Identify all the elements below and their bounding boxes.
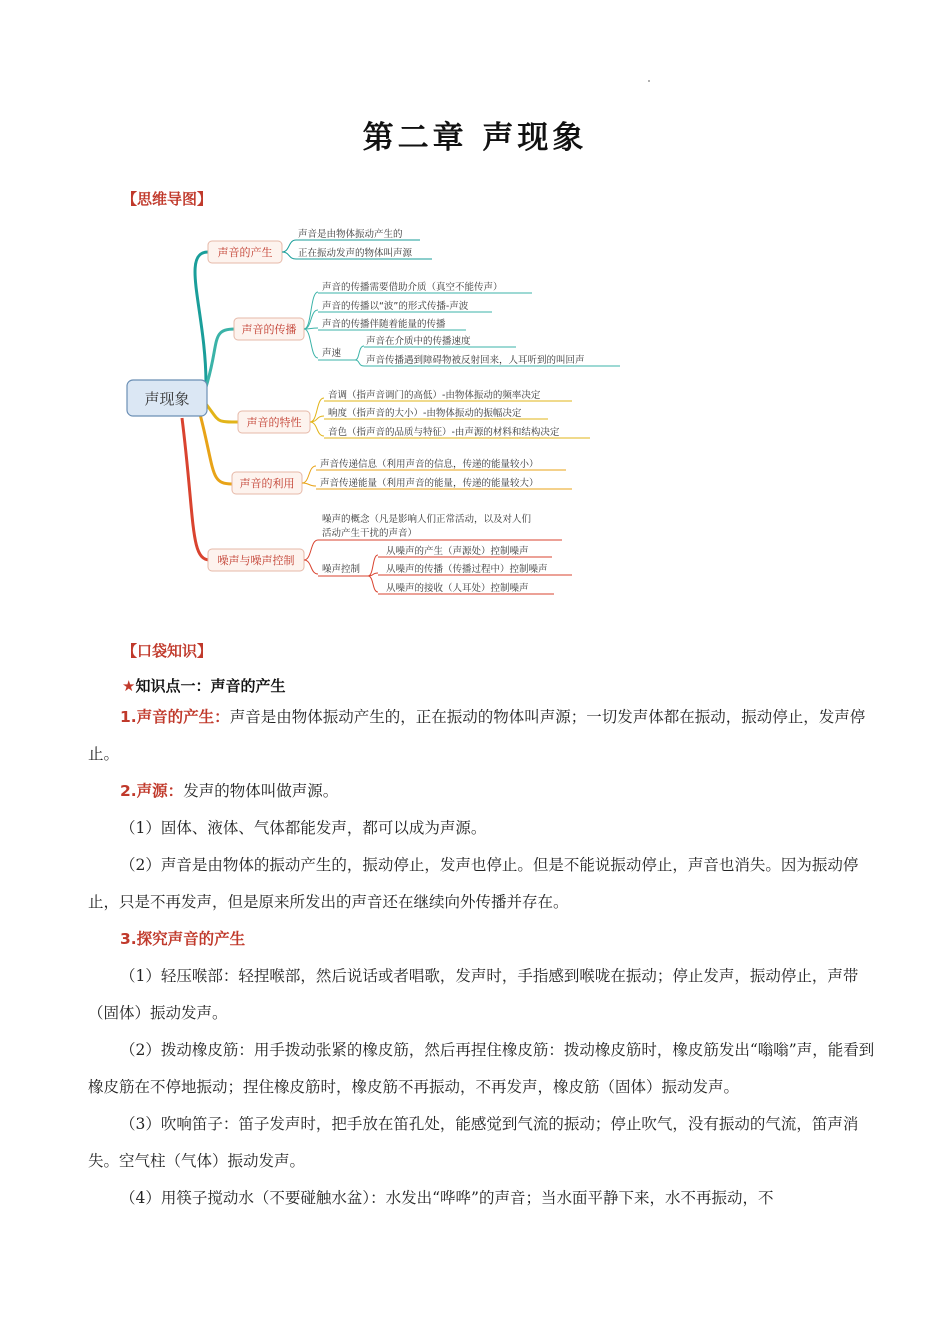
noise-concept-line-1: 噪声的概念（凡是影响人们正常活动，以及对人们 <box>322 514 532 525</box>
use-item-2: 声音传递能量（利用声音的能量，传递的能量较大） <box>320 478 539 489</box>
branch-label-characteristics: 声音的特性 <box>246 416 302 429</box>
branch-label-use: 声音的利用 <box>239 477 295 490</box>
noise-control-item-2: 从噪声的传播（传播过程中）控制噪声 <box>386 564 548 575</box>
paragraph-3-sub-3: （3）吹响笛子：笛子发声时，把手放在笛孔处，能感觉到气流的振动；停止吹气，没有振动的气流，笛声消失。空气柱（气体）振动发声。 <box>88 1115 859 1170</box>
paragraph-3-sub-4: （4）用筷子搅动水（不要碰触水盆）：水发出“哗哗”的声音；当水面平静下来，水不再振动，不 <box>120 1189 774 1207</box>
page-title: 第二章 声现象 <box>362 120 588 156</box>
knowledge-point-title <box>122 675 285 696</box>
use-item-1: 声音传递信息（利用声音的信息，传递的能量较小） <box>320 459 539 470</box>
paragraph-2-sub-1: （1）固体、液体、气体都能发声，都可以成为声源。 <box>120 819 487 837</box>
mindmap-root-label: 声现象 <box>144 390 190 408</box>
branch-label-production: 声音的产生 <box>217 246 273 259</box>
production-item-2: 正在振动发声的物体叫声源 <box>298 248 413 259</box>
propagation-speed-label: 声速 <box>322 348 342 359</box>
branch-label-noise: 噪声与噪声控制 <box>217 554 295 567</box>
paragraph-2-sub-2: （2）声音是由物体的振动产生的，振动停止，发声也停止。但是不能说振动停止，声音也消失。因为振动停止，只是不再发声，但是原来所发出的声音还在继续向外传播并存在。 <box>88 856 859 911</box>
propagation-item-1: 声音的传播需要借助介质（真空不能传声） <box>322 282 503 293</box>
mindmap-heading: 【思维导图】 <box>122 190 213 208</box>
stray-dot <box>648 80 650 82</box>
paragraph-3-sub-1: （1）轻压喉部：轻捏喉部，然后说话或者唱歌，发声时，手指感到喉咙在振动；停止发声，振动停止，声带（固体）振动发声。 <box>88 967 859 1022</box>
noise-control-item-3: 从噪声的接收（人耳处）控制噪声 <box>386 583 529 594</box>
paragraph-2 <box>88 773 878 810</box>
characteristics-item-1: 音调（指声音调门的高低）-由物体振动的频率决定 <box>328 390 541 401</box>
knowledge-point-title-text: 知识点一：声音的产生 <box>135 677 286 695</box>
knowledge-body <box>88 699 878 1217</box>
mind-map <box>120 222 630 607</box>
noise-control-label: 噪声控制 <box>322 564 361 575</box>
propagation-item-2: 声音的传播以“波”的形式传播-声波 <box>322 301 469 312</box>
star-icon: ★ <box>122 677 136 695</box>
pocket-knowledge-heading: 【口袋知识】 <box>122 642 213 660</box>
characteristics-item-3: 音色（指声音的品质与特征）-由声源的材料和结构决定 <box>328 427 560 438</box>
propagation-item-3: 声音的传播伴随着能量的传播 <box>322 319 446 330</box>
paragraph-1 <box>88 699 878 773</box>
noise-control-item-1: 从噪声的产生（声源处）控制噪声 <box>386 546 529 557</box>
term-sound-production: 1.声音的产生： <box>120 708 230 726</box>
paragraph-3-heading <box>88 921 878 958</box>
production-item-1: 声音是由物体振动产生的 <box>298 229 403 240</box>
paragraph-1-text: 声音是由物体振动产生的，正在振动的物体叫声源；一切发声体都在振动，振动停止，发声停止。 <box>88 708 866 763</box>
noise-concept-line-2: 活动产生干扰的声音） <box>322 528 418 539</box>
paragraph-2-text: 发声的物体叫做声源。 <box>183 782 339 800</box>
characteristics-item-2: 响度（指声音的大小）-由物体振动的振幅决定 <box>328 408 522 419</box>
branch-label-propagation: 声音的传播 <box>241 323 297 336</box>
speed-item-2: 声音传播遇到障碍物被反射回来，人耳听到的叫回声 <box>366 355 585 366</box>
heading-explore-sound: 3.探究声音的产生 <box>120 930 246 948</box>
term-sound-source: 2.声源： <box>120 782 184 800</box>
speed-item-1: 声音在介质中的传播速度 <box>366 336 471 347</box>
paragraph-3-sub-2: （2）拨动橡皮筋：用手拨动张紧的橡皮筋，然后再捏住橡皮筋：拨动橡皮筋时，橡皮筋发出“嗡嗡”声，能看到橡皮筋在不停地振动；捏住橡皮筋时，橡皮筋不再振动，不再发声，橡皮筋（固体）振动发声。 <box>88 1041 875 1096</box>
